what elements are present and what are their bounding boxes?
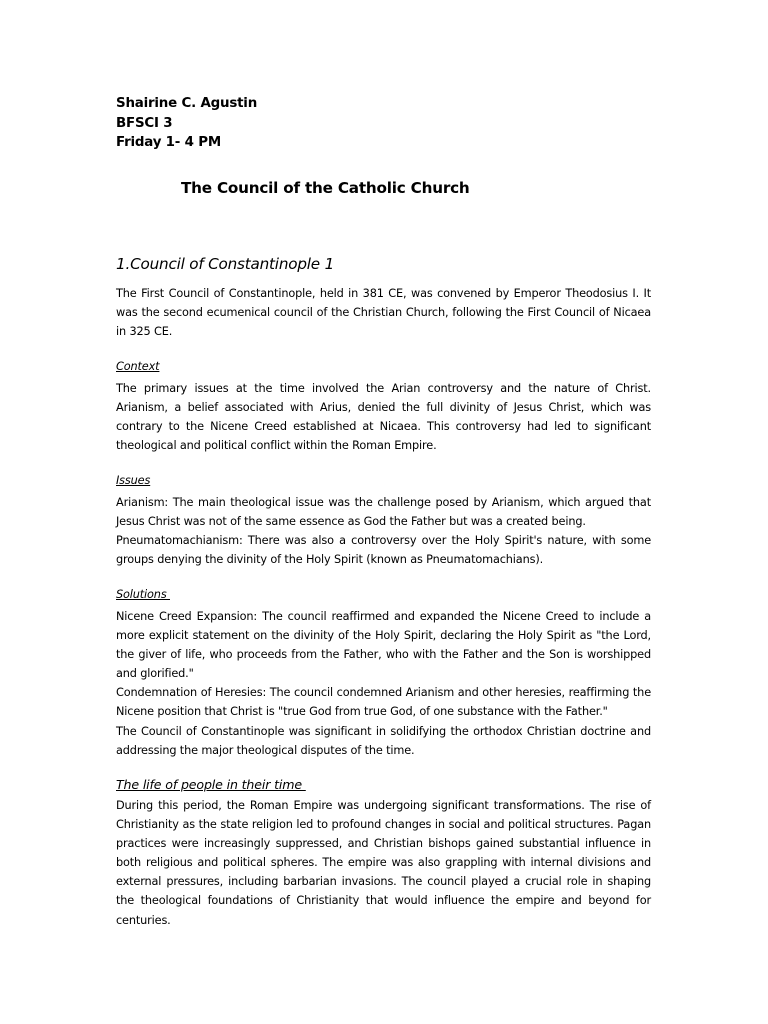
section-heading: 1.Council of Constantinople 1 — [116, 255, 335, 273]
document-title: The Council of the Catholic Church — [181, 179, 470, 197]
context-text: The primary issues at the time involved the Arian controversy and the nature of Christ. Arianism, a belief associated with Arius, denied the full divinity of Jesus Christ, which was contrary to the Nicene Creed established at Nicaea. This controversy had led to significant theological and political conflict within the Roman Empire. — [116, 382, 651, 453]
solution-significance: The Council of Constantinople was significant in solidifying the orthodox Christian doctrine and addressing the major theological disputes of the time. — [116, 724, 651, 757]
life-heading: The life of people in their time — [116, 777, 306, 792]
context-paragraph — [116, 379, 651, 455]
author-name: Shairine C. Agustin — [116, 96, 258, 111]
life-text: During this period, the Roman Empire was undergoing significant transformations. The rise of Christianity as the state religion led to profound changes in social and political structures. Pagan practices were increasingly suppressed, and Christian bishops gained substantial influence in both religious and political spheres. The empire was also grappling with internal divisions and external pressures, including barbarian invasions. The council played a crucial role in shaping the theological foundations of Christianity that would influence the empire and beyond for centuries. — [116, 799, 651, 927]
intro-text: The First Council of Constantinople, held in 381 CE, was convened by Emperor Theodosius I. It was the second ecumenical council of the Christian Church, following the First Council of Nicaea in 325 CE. — [116, 287, 651, 339]
issues-paragraphs — [116, 493, 651, 569]
solution-condemnation: Condemnation of Heresies: The council condemned Arianism and other heresies, reaffirming the Nicene position that Christ is "true God from true God, of one substance with the Father." — [116, 686, 651, 719]
issue-pneumatomachianism: Pneumatomachianism: There was also a controversy over the Holy Spirit's nature, with some groups denying the divinity of the Holy Spirit (known as Pneumatomachians). — [116, 534, 651, 567]
solutions-label: Solutions — [116, 588, 170, 601]
author-header — [116, 94, 257, 153]
issues-label: Issues — [116, 474, 151, 487]
issue-arianism: Arianism: The main theological issue was the challenge posed by Arianism, which argued that Jesus Christ was not of the same essence as God the Father but was a created being. — [116, 496, 651, 529]
solutions-paragraphs — [116, 607, 651, 760]
life-paragraph — [116, 796, 651, 930]
context-label: Context — [116, 360, 160, 373]
class-schedule: Friday 1- 4 PM — [116, 135, 221, 150]
course-label: BFSCI 3 — [116, 115, 173, 131]
solution-nicene-creed: Nicene Creed Expansion: The council reaffirmed and expanded the Nicene Creed to include a more explicit statement on the divinity of the Holy Spirit, declaring the Holy Spirit as "the Lord, the giver of life, who proceeds from the Father, who with the Father and the Son is worshipped and glorified." — [116, 610, 651, 681]
intro-paragraph — [116, 284, 651, 341]
